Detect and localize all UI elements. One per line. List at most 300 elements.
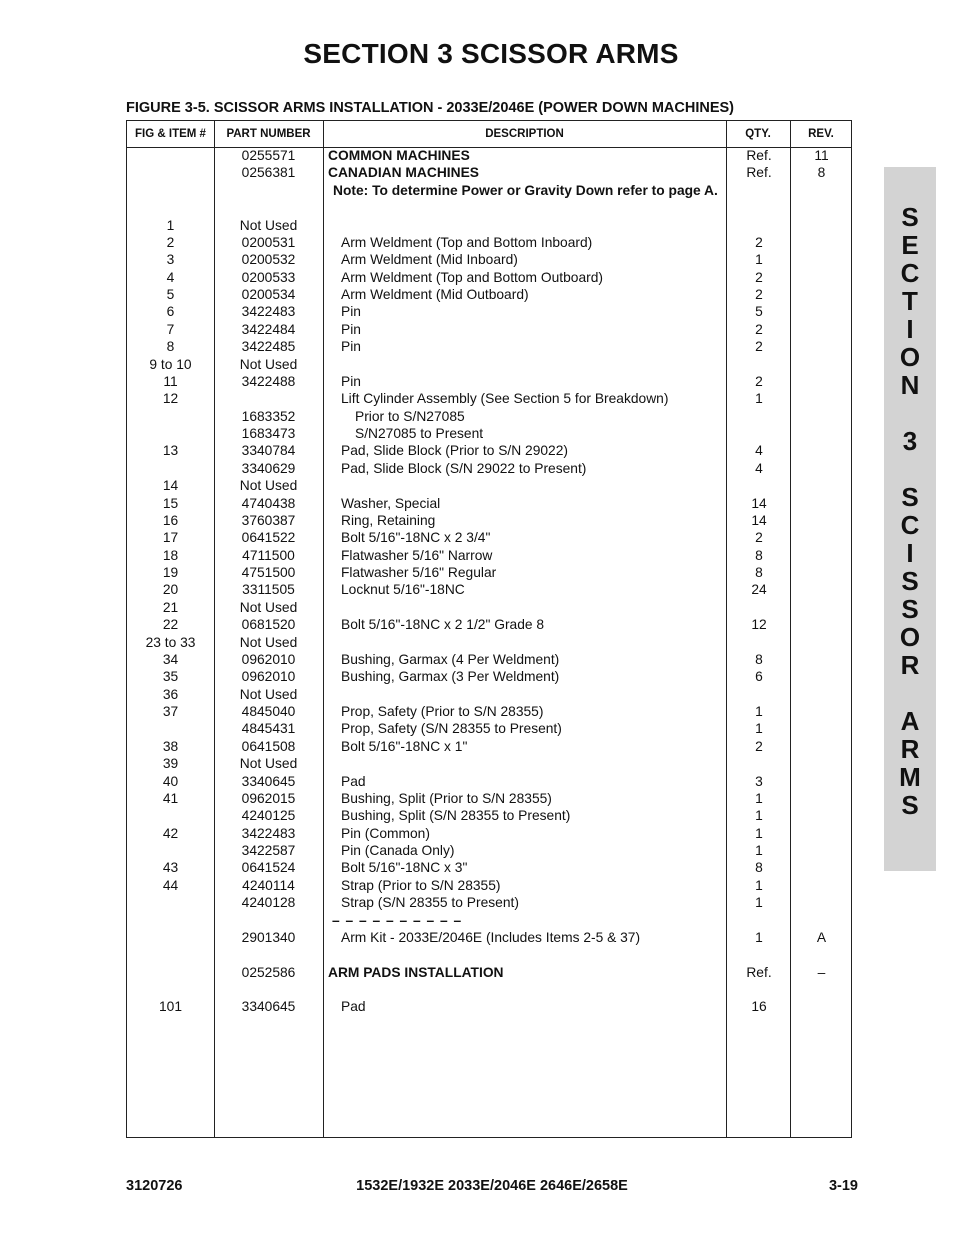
cell-rev bbox=[791, 269, 852, 286]
cell-description bbox=[328, 217, 739, 234]
side-tab-letter: T bbox=[902, 286, 918, 316]
side-tab-letter: 3 bbox=[902, 426, 918, 456]
cell-rev bbox=[791, 217, 852, 234]
side-tab-letter: A bbox=[900, 706, 920, 736]
cell-rev: A bbox=[816, 929, 827, 945]
cell-qty: 1 bbox=[755, 877, 763, 893]
cell-description: – – – – – – – – – – bbox=[332, 912, 463, 928]
cell-description: Arm Weldment (Top and Bottom Inboard) bbox=[341, 234, 593, 250]
cell-rev bbox=[791, 755, 852, 772]
cell-description: Pin (Canada Only) bbox=[341, 843, 455, 858]
side-tab-letter bbox=[884, 455, 936, 483]
table-row bbox=[127, 703, 851, 720]
table-row bbox=[127, 164, 851, 181]
cell-fig-item: 20 bbox=[162, 582, 179, 598]
cell-rev bbox=[791, 912, 852, 929]
footer-page-number: 3-19 bbox=[828, 1178, 858, 1194]
cell-rev bbox=[791, 807, 852, 824]
cell-description: Locknut 5/16"-18NC bbox=[341, 582, 465, 598]
cell-qty bbox=[727, 912, 791, 929]
side-tab-letter: N bbox=[900, 370, 920, 400]
table-row bbox=[127, 790, 851, 807]
footer-doc-number: 3120726 bbox=[126, 1178, 183, 1194]
side-tab-letter: S bbox=[901, 482, 919, 512]
header-description: DESCRIPTION bbox=[485, 128, 564, 140]
cell-description: COMMON MACHINES bbox=[328, 148, 470, 163]
cell-rev bbox=[791, 547, 852, 564]
cell-qty: 8 bbox=[755, 547, 763, 563]
table-row bbox=[127, 564, 851, 581]
table-row bbox=[127, 147, 851, 164]
side-tab-letter: S bbox=[901, 202, 919, 232]
cell-rev bbox=[791, 720, 852, 737]
cell-description: Pin bbox=[341, 339, 361, 355]
side-tab-letter bbox=[884, 679, 936, 707]
cell-qty: 6 bbox=[755, 669, 763, 685]
cell-qty: 14 bbox=[751, 495, 767, 511]
cell-rev bbox=[791, 668, 852, 685]
table-row bbox=[127, 373, 851, 390]
table-row bbox=[127, 634, 851, 651]
table-row bbox=[127, 495, 851, 512]
cell-rev: – bbox=[817, 964, 826, 980]
cell-description: Pad, Slide Block (S/N 29022 to Present) bbox=[341, 460, 587, 476]
cell-fig-item: 15 bbox=[162, 495, 179, 511]
cell-part-number: 4711500 bbox=[242, 547, 295, 563]
cell-rev bbox=[791, 825, 852, 842]
cell-description bbox=[328, 477, 739, 494]
cell-description: Pin (Common) bbox=[341, 825, 430, 841]
table-row bbox=[127, 912, 851, 929]
cell-description: Bushing, Garmax (4 Per Weldment) bbox=[341, 651, 560, 667]
cell-part-number: 0641508 bbox=[241, 738, 296, 754]
cell-rev bbox=[791, 338, 852, 355]
cell-rev: 8 bbox=[817, 165, 826, 181]
cell-fig-item: 22 bbox=[162, 617, 179, 633]
cell-fig-item bbox=[127, 199, 214, 216]
cell-qty: 2 bbox=[755, 530, 763, 546]
table-row bbox=[127, 234, 851, 251]
table-row bbox=[127, 442, 851, 459]
cell-qty: 2 bbox=[755, 234, 763, 250]
cell-fig-item bbox=[127, 425, 214, 442]
cell-qty: 24 bbox=[751, 582, 767, 598]
cell-part-number: Not Used bbox=[239, 599, 298, 615]
cell-fig-item bbox=[127, 408, 214, 425]
cell-fig-item: 1 bbox=[166, 217, 175, 233]
cell-qty: 4 bbox=[755, 443, 763, 459]
cell-rev bbox=[791, 894, 852, 911]
cell-part-number bbox=[214, 912, 323, 929]
table-row bbox=[127, 251, 851, 268]
cell-rev bbox=[791, 859, 852, 876]
cell-rev bbox=[791, 373, 852, 390]
figure-caption: FIGURE 3-5. SCISSOR ARMS INSTALLATION - 2033E/2046E (POWER DOWN MACHINES) bbox=[126, 100, 735, 116]
cell-qty bbox=[727, 199, 791, 216]
cell-description: Pad bbox=[341, 773, 366, 789]
cell-qty: 2 bbox=[755, 321, 763, 337]
cell-description: Strap (Prior to S/N 28355) bbox=[341, 877, 501, 893]
table-row bbox=[127, 894, 851, 911]
cell-description: Pin bbox=[341, 304, 361, 320]
cell-part-number: 0962015 bbox=[241, 790, 296, 806]
table-row bbox=[127, 720, 851, 737]
cell-qty bbox=[727, 217, 791, 234]
cell-description bbox=[328, 356, 739, 373]
table-row bbox=[127, 321, 851, 338]
side-tab-letters bbox=[884, 203, 936, 819]
side-tab-letter: S bbox=[901, 594, 919, 624]
cell-description: Bushing, Garmax (3 Per Weldment) bbox=[341, 669, 560, 685]
cell-fig-item: 18 bbox=[162, 547, 179, 563]
cell-qty: 2 bbox=[755, 373, 763, 389]
cell-fig-item: 101 bbox=[158, 999, 183, 1015]
side-tab-letter: R bbox=[900, 734, 920, 764]
cell-rev bbox=[791, 303, 852, 320]
cell-part-number: 3311505 bbox=[242, 582, 295, 598]
cell-fig-item: 12 bbox=[162, 391, 179, 407]
cell-qty: 1 bbox=[755, 808, 763, 824]
cell-part-number: 0962010 bbox=[241, 669, 296, 685]
cell-rev bbox=[791, 408, 852, 425]
side-tab-letter: O bbox=[899, 342, 921, 372]
cell-fig-item: 2 bbox=[166, 234, 175, 250]
cell-rev bbox=[791, 564, 852, 581]
cell-part-number: 3422488 bbox=[241, 373, 296, 389]
cell-part-number: Not Used bbox=[239, 478, 298, 494]
cell-description: Pin bbox=[341, 321, 361, 337]
cell-qty: 1 bbox=[755, 721, 763, 737]
cell-fig-item: 37 bbox=[162, 704, 179, 719]
table-row bbox=[127, 408, 851, 425]
cell-fig-item bbox=[127, 164, 214, 181]
cell-fig-item: 14 bbox=[162, 478, 179, 494]
table-row bbox=[127, 946, 851, 963]
cell-qty bbox=[727, 981, 791, 998]
cell-qty: 1 bbox=[755, 790, 763, 806]
cell-fig-item: 35 bbox=[162, 669, 179, 685]
cell-rev bbox=[791, 842, 852, 859]
cell-fig-item bbox=[127, 912, 214, 929]
cell-qty bbox=[727, 477, 791, 494]
cell-qty: 12 bbox=[751, 617, 767, 633]
cell-rev bbox=[791, 495, 852, 512]
cell-part-number: 3340784 bbox=[241, 443, 296, 459]
cell-part-number: Not Used bbox=[239, 356, 298, 372]
cell-qty: Ref. bbox=[746, 964, 772, 980]
cell-description: Arm Weldment (Mid Outboard) bbox=[341, 287, 529, 302]
cell-rev bbox=[791, 946, 852, 963]
cell-description: CANADIAN MACHINES bbox=[328, 165, 479, 181]
cell-rev bbox=[791, 425, 852, 442]
cell-description: Prop, Safety (S/N 28355 to Present) bbox=[341, 721, 562, 737]
side-tab-letter: I bbox=[906, 538, 914, 568]
cell-part-number: 1683352 bbox=[241, 408, 296, 424]
table-row bbox=[127, 616, 851, 633]
cell-rev bbox=[791, 877, 852, 894]
table-row bbox=[127, 877, 851, 894]
cell-qty bbox=[727, 755, 791, 772]
cell-fig-item: 34 bbox=[162, 651, 179, 667]
cell-part-number: 0255571 bbox=[241, 148, 296, 163]
cell-fig-item bbox=[127, 720, 214, 737]
cell-rev bbox=[791, 599, 852, 616]
cell-rev bbox=[791, 651, 852, 668]
cell-rev bbox=[791, 390, 852, 407]
table-row bbox=[127, 286, 851, 303]
cell-description: Bolt 5/16"-18NC x 2 1/2" Grade 8 bbox=[341, 617, 545, 633]
cell-part-number: 4845431 bbox=[241, 721, 296, 737]
table-row bbox=[127, 825, 851, 842]
cell-qty bbox=[727, 425, 791, 442]
cell-qty bbox=[727, 634, 791, 651]
cell-fig-item: 43 bbox=[162, 860, 179, 876]
cell-fig-item bbox=[127, 182, 214, 199]
cell-description: Flatwasher 5/16" Narrow bbox=[341, 547, 493, 563]
cell-rev bbox=[791, 234, 852, 251]
cell-rev bbox=[791, 321, 852, 338]
cell-qty: 8 bbox=[755, 565, 763, 580]
cell-fig-item: 7 bbox=[166, 321, 175, 337]
header-qty: QTY. bbox=[745, 128, 771, 140]
cell-part-number: 0256381 bbox=[241, 165, 296, 181]
table-row bbox=[127, 998, 851, 1015]
cell-qty: 1 bbox=[755, 843, 763, 858]
cell-qty bbox=[727, 686, 791, 703]
cell-description: Arm Weldment (Mid Inboard) bbox=[341, 252, 518, 268]
cell-rev bbox=[791, 442, 852, 459]
table-row bbox=[127, 425, 851, 442]
header-rev: REV. bbox=[808, 128, 834, 140]
cell-part-number: 0200531 bbox=[241, 234, 296, 250]
cell-rev bbox=[791, 460, 852, 477]
cell-fig-item: 11 bbox=[163, 373, 178, 389]
cell-description bbox=[328, 686, 739, 703]
table-row bbox=[127, 356, 851, 373]
cell-part-number: 4751500 bbox=[241, 565, 296, 580]
cell-description: Bolt 5/16"-18NC x 2 3/4" bbox=[341, 530, 491, 546]
table-header bbox=[127, 121, 851, 148]
table-row bbox=[127, 338, 851, 355]
footer-models: 1532E/1932E 2033E/2046E 2646E/2658E bbox=[356, 1178, 628, 1194]
cell-description bbox=[328, 634, 739, 651]
table-row bbox=[127, 859, 851, 876]
table-row bbox=[127, 929, 851, 946]
cell-qty: 2 bbox=[755, 269, 763, 285]
header-fig-item: FIG & ITEM # bbox=[135, 128, 206, 140]
cell-description: Pad bbox=[341, 999, 366, 1015]
cell-part-number: Not Used bbox=[239, 756, 298, 772]
table-row bbox=[127, 668, 851, 685]
cell-fig-item: 42 bbox=[162, 825, 179, 841]
cell-part-number bbox=[214, 182, 323, 199]
cell-fig-item: 41 bbox=[162, 790, 179, 806]
cell-rev bbox=[791, 616, 852, 633]
cell-fig-item: 13 bbox=[162, 443, 179, 459]
cell-fig-item: 21 bbox=[162, 599, 179, 615]
cell-description bbox=[328, 755, 739, 772]
cell-description: S/N27085 to Present bbox=[355, 426, 484, 441]
cell-description: Bolt 5/16"-18NC x 1" bbox=[341, 738, 468, 754]
table-body bbox=[127, 147, 851, 1016]
cell-fig-item: 36 bbox=[162, 686, 179, 702]
cell-part-number: 3340629 bbox=[241, 460, 296, 476]
cell-part-number: 3422587 bbox=[241, 843, 296, 858]
cell-part-number: 0641522 bbox=[241, 530, 296, 546]
cell-description: Bushing, Split (S/N 28355 to Present) bbox=[341, 808, 571, 824]
table-row bbox=[127, 182, 851, 199]
cell-rev bbox=[791, 790, 852, 807]
cell-fig-item: 8 bbox=[166, 339, 175, 355]
cell-fig-item: 16 bbox=[162, 512, 179, 528]
table-row bbox=[127, 547, 851, 564]
table-row bbox=[127, 773, 851, 790]
cell-fig-item bbox=[127, 894, 214, 911]
cell-description bbox=[328, 199, 726, 216]
cell-qty bbox=[727, 946, 791, 963]
page-title: SECTION 3 SCISSOR ARMS bbox=[303, 38, 679, 69]
cell-part-number: 3760387 bbox=[241, 512, 296, 528]
cell-qty: 8 bbox=[755, 651, 763, 667]
cell-part-number: 3422483 bbox=[241, 825, 296, 841]
cell-qty bbox=[727, 408, 791, 425]
cell-part-number: 0200533 bbox=[241, 269, 296, 285]
cell-rev bbox=[791, 581, 852, 598]
cell-description bbox=[328, 946, 726, 963]
cell-qty: 1 bbox=[755, 929, 763, 945]
cell-rev bbox=[791, 529, 852, 546]
table-row bbox=[127, 686, 851, 703]
cell-part-number bbox=[214, 390, 323, 407]
table-row bbox=[127, 477, 851, 494]
cell-description: Lift Cylinder Assembly (See Section 5 for Breakdown) bbox=[341, 391, 669, 407]
cell-description: ARM PADS INSTALLATION bbox=[328, 964, 504, 980]
cell-qty: 1 bbox=[755, 704, 763, 719]
cell-fig-item: 19 bbox=[162, 565, 179, 580]
cell-qty: Ref. bbox=[746, 165, 772, 181]
table-row bbox=[127, 217, 851, 234]
cell-rev bbox=[791, 512, 852, 529]
cell-part-number: 0641524 bbox=[241, 860, 296, 876]
cell-fig-item: 39 bbox=[162, 756, 179, 772]
cell-fig-item: 9 to 10 bbox=[149, 356, 192, 372]
cell-qty: Ref. bbox=[746, 148, 772, 163]
cell-part-number: 3340645 bbox=[241, 773, 296, 789]
parts-table bbox=[126, 120, 852, 1138]
cell-fig-item: 17 bbox=[162, 530, 179, 546]
cell-part-number bbox=[214, 946, 323, 963]
cell-description: Bolt 5/16"-18NC x 3" bbox=[341, 860, 468, 876]
cell-description: Arm Kit - 2033E/2046E (Includes Items 2-5 & 37) bbox=[341, 929, 641, 945]
table-row bbox=[127, 581, 851, 598]
cell-part-number: 4740438 bbox=[241, 495, 296, 511]
cell-qty bbox=[727, 356, 791, 373]
table-row bbox=[127, 269, 851, 286]
table-row bbox=[127, 651, 851, 668]
cell-part-number: 4240125 bbox=[241, 808, 296, 824]
table-row bbox=[127, 460, 851, 477]
cell-qty: 2 bbox=[755, 287, 763, 302]
cell-rev bbox=[791, 477, 852, 494]
cell-fig-item: 4 bbox=[166, 269, 175, 285]
cell-description: Prop, Safety (Prior to S/N 28355) bbox=[341, 704, 544, 719]
cell-qty: 2 bbox=[755, 339, 763, 355]
cell-qty bbox=[727, 599, 791, 616]
cell-fig-item bbox=[127, 460, 214, 477]
cell-qty: 3 bbox=[755, 773, 763, 789]
table-row bbox=[127, 738, 851, 755]
side-tab-letter: S bbox=[901, 566, 919, 596]
cell-part-number: 3422484 bbox=[241, 321, 296, 337]
cell-fig-item bbox=[127, 807, 214, 824]
side-tab-letter: I bbox=[906, 314, 914, 344]
table-row bbox=[127, 964, 851, 981]
cell-part-number: Not Used bbox=[239, 217, 298, 233]
table-row bbox=[127, 981, 851, 998]
side-tab-letter: C bbox=[900, 510, 920, 540]
cell-part-number: 0252586 bbox=[241, 964, 296, 980]
cell-fig-item bbox=[127, 929, 214, 946]
cell-description: Pin bbox=[341, 373, 361, 389]
cell-part-number: 4845040 bbox=[241, 704, 296, 719]
cell-qty: 1 bbox=[755, 825, 763, 841]
table-row bbox=[127, 390, 851, 407]
side-tab-letter: M bbox=[899, 762, 921, 792]
cell-rev bbox=[791, 981, 852, 998]
side-tab-letter: E bbox=[901, 230, 919, 260]
cell-rev bbox=[791, 356, 852, 373]
header-part-number: PART NUMBER bbox=[226, 128, 311, 140]
side-tab-letter: R bbox=[900, 650, 920, 680]
table-row bbox=[127, 199, 851, 216]
side-tab-letter bbox=[884, 399, 936, 427]
cell-rev bbox=[791, 251, 852, 268]
table-row bbox=[127, 842, 851, 859]
cell-qty: 16 bbox=[751, 999, 767, 1015]
cell-qty: 1 bbox=[755, 391, 763, 407]
cell-part-number: 3422485 bbox=[241, 339, 296, 355]
cell-description: Bushing, Split (Prior to S/N 28355) bbox=[341, 790, 552, 806]
cell-fig-item: 23 to 33 bbox=[145, 634, 196, 650]
cell-part-number: 1683473 bbox=[241, 426, 296, 441]
cell-description: Pad, Slide Block (Prior to S/N 29022) bbox=[341, 443, 568, 459]
cell-rev bbox=[791, 998, 852, 1015]
cell-description: Ring, Retaining bbox=[341, 512, 436, 528]
cell-qty: 1 bbox=[755, 895, 763, 911]
table-row bbox=[127, 755, 851, 772]
cell-part-number: 2901340 bbox=[241, 929, 296, 945]
cell-fig-item bbox=[127, 964, 214, 981]
cell-rev bbox=[791, 634, 852, 651]
cell-fig-item bbox=[127, 981, 214, 998]
cell-description: Note: To determine Power or Gravity Down refer to page A. bbox=[333, 182, 718, 198]
cell-part-number: 4240128 bbox=[241, 895, 296, 911]
cell-qty: 5 bbox=[755, 304, 763, 320]
table-row bbox=[127, 529, 851, 546]
cell-rev bbox=[791, 773, 852, 790]
cell-qty: 4 bbox=[755, 460, 763, 476]
cell-rev bbox=[791, 286, 852, 303]
table-row bbox=[127, 807, 851, 824]
cell-fig-item bbox=[127, 147, 214, 164]
cell-part-number: Not Used bbox=[239, 634, 298, 650]
cell-part-number: 3422483 bbox=[241, 304, 296, 320]
cell-description: Strap (S/N 28355 to Present) bbox=[341, 895, 519, 911]
cell-part-number: 4240114 bbox=[242, 877, 295, 893]
cell-description: Prior to S/N27085 bbox=[355, 408, 465, 424]
page-footer bbox=[126, 1178, 858, 1196]
side-tab-letter: O bbox=[899, 622, 921, 652]
